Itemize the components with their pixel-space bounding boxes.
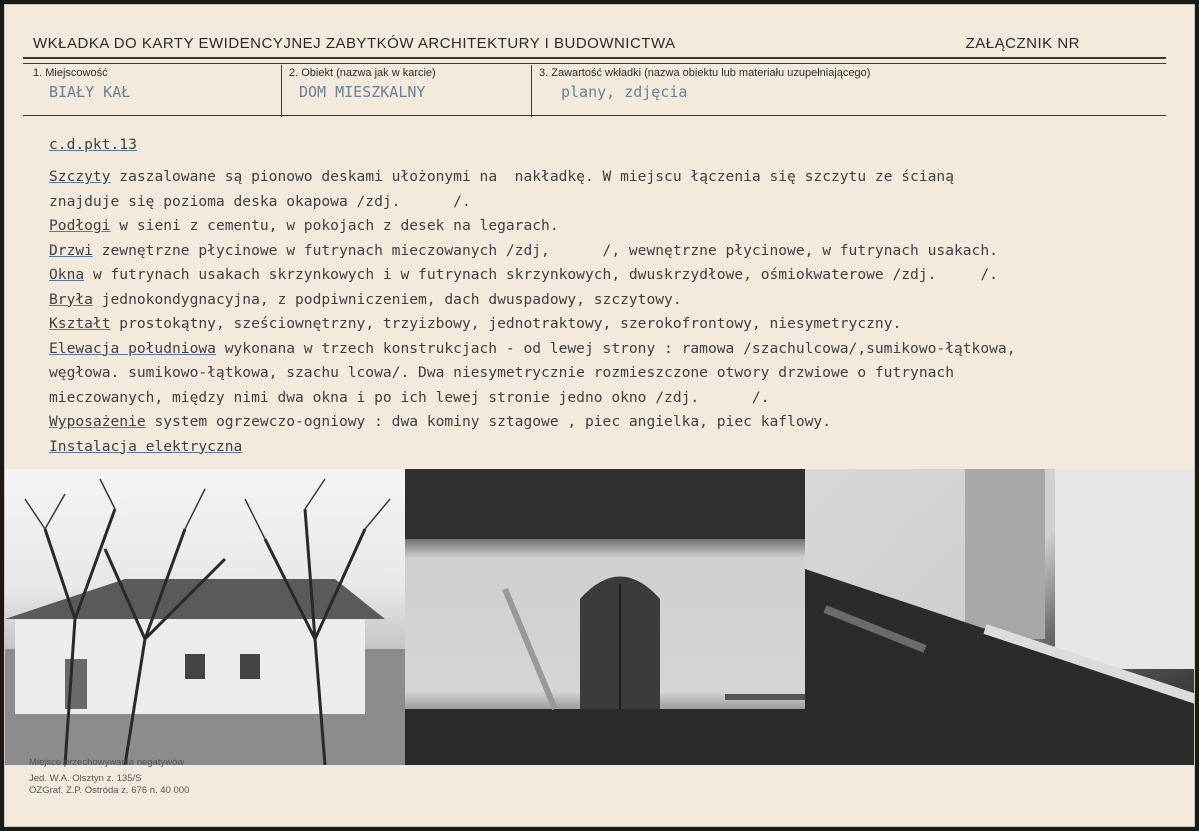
record-card [4, 4, 1195, 827]
typed-text: w futrynach usakach skrzynkowych i w futrynach skrzynkowych, dwuskrzydłowe, ośmiokwaterowe /zdj. /. [84, 266, 998, 283]
footer-job: Jed. W.A. Olsztyn z. 135/S [29, 773, 142, 784]
photo-house-exterior [5, 469, 405, 765]
typed-line [49, 290, 682, 310]
field-label-contents: 3. Zawartość wkładki (nazwa obiektu lub materiału uzupełniającego) [539, 67, 871, 79]
typed-heading: Kształt [49, 315, 111, 332]
typed-line [49, 167, 954, 187]
typed-line [49, 265, 998, 285]
typed-heading: Wyposażenie [49, 413, 146, 430]
typed-text: zewnętrzne płycinowe w futrynach mieczowanych /zdj, /, wewnętrzne płycinowe, w futrynach usakach. [92, 241, 998, 259]
footer-storage: Miejsce przechowywania negatywów [29, 757, 185, 768]
typed-line [49, 192, 471, 212]
typed-line [49, 412, 831, 432]
annex-label: ZAŁĄCZNIK NR [965, 35, 1080, 52]
typed-text: znajduje się pozioma deska okapowa /zdj. /. [49, 192, 471, 210]
typed-heading: Elewacja południowa [49, 339, 216, 357]
typed-line [49, 216, 559, 236]
section-ref: c.d.pkt.13 [49, 136, 137, 153]
typed-line [49, 339, 1015, 359]
typed-text: mieczowanych, między nimi dwa okna i po ich lewej stronie jedno okno /zdj. /. [49, 388, 770, 406]
typed-line [49, 314, 901, 334]
typed-heading: Szczyty [49, 168, 111, 185]
typed-line [49, 363, 954, 383]
typed-heading: Okna [49, 266, 85, 283]
typed-line [49, 388, 769, 408]
typed-text: zaszalowane są pionowo deskami ułożonymi na nakładkę. W miejscu łączenia się szczytu ze ścianą [110, 168, 954, 185]
field-divider [531, 65, 532, 117]
typed-heading: Podłogi [49, 217, 111, 234]
typed-text: wykonana w trzech konstrukcjach - od lewej strony : ramowa /szachulcowa/,sumikowo-łątkowa, [215, 339, 1016, 357]
typed-text: prostokątny, sześciownętrzny, trzyizbowy, jednotraktowy, szerokofrontowy, niesymetryczny. [110, 315, 902, 332]
field-divider [281, 65, 282, 117]
field-value-contents: plany, zdjęcia [561, 83, 688, 101]
typed-text: węgłowa. sumikowo-łątkowa, szachu lcowa/. Dwa niesymetrycznie rozmieszczone otwory drzwiowe o futrynach [49, 364, 954, 381]
header-rule [23, 57, 1166, 64]
field-label-object: 2. Obiekt (nazwa jak w karcie) [289, 67, 436, 79]
fields-rule [23, 115, 1166, 116]
field-value-locality: BIAŁY KAŁ [49, 83, 131, 101]
typed-heading: Drzwi [49, 241, 93, 259]
typed-text: jednokondygnacyjna, z podpiwniczeniem, dach dwuspadowy, szczytowy. [92, 290, 682, 308]
footer-print: OZGraf. Z.P. Ostróda z. 676 n. 40 000 [29, 785, 190, 796]
photo-strip [5, 469, 1195, 765]
typed-heading: Bryła [49, 290, 93, 308]
photo-entrance-door [405, 469, 805, 765]
typed-line [49, 437, 242, 457]
field-label-locality: 1. Miejscowość [33, 67, 108, 79]
form-title: WKŁADKA DO KARTY EWIDENCYJNEJ ZABYTKÓW ARCHITEKTURY I BUDOWNICTWA [33, 35, 676, 52]
typed-heading: Instalacja elektryczna [49, 437, 243, 455]
field-value-object: DOM MIESZKALNY [299, 83, 426, 101]
typed-text: w sieni z cementu, w pokojach z desek na legarach. [110, 217, 559, 234]
typed-line [49, 241, 998, 261]
typed-text: system ogrzewczo-ogniowy : dwa kominy sztagowe , piec angielka, piec kaflowy. [145, 413, 831, 430]
photo-wall-detail [805, 469, 1195, 765]
